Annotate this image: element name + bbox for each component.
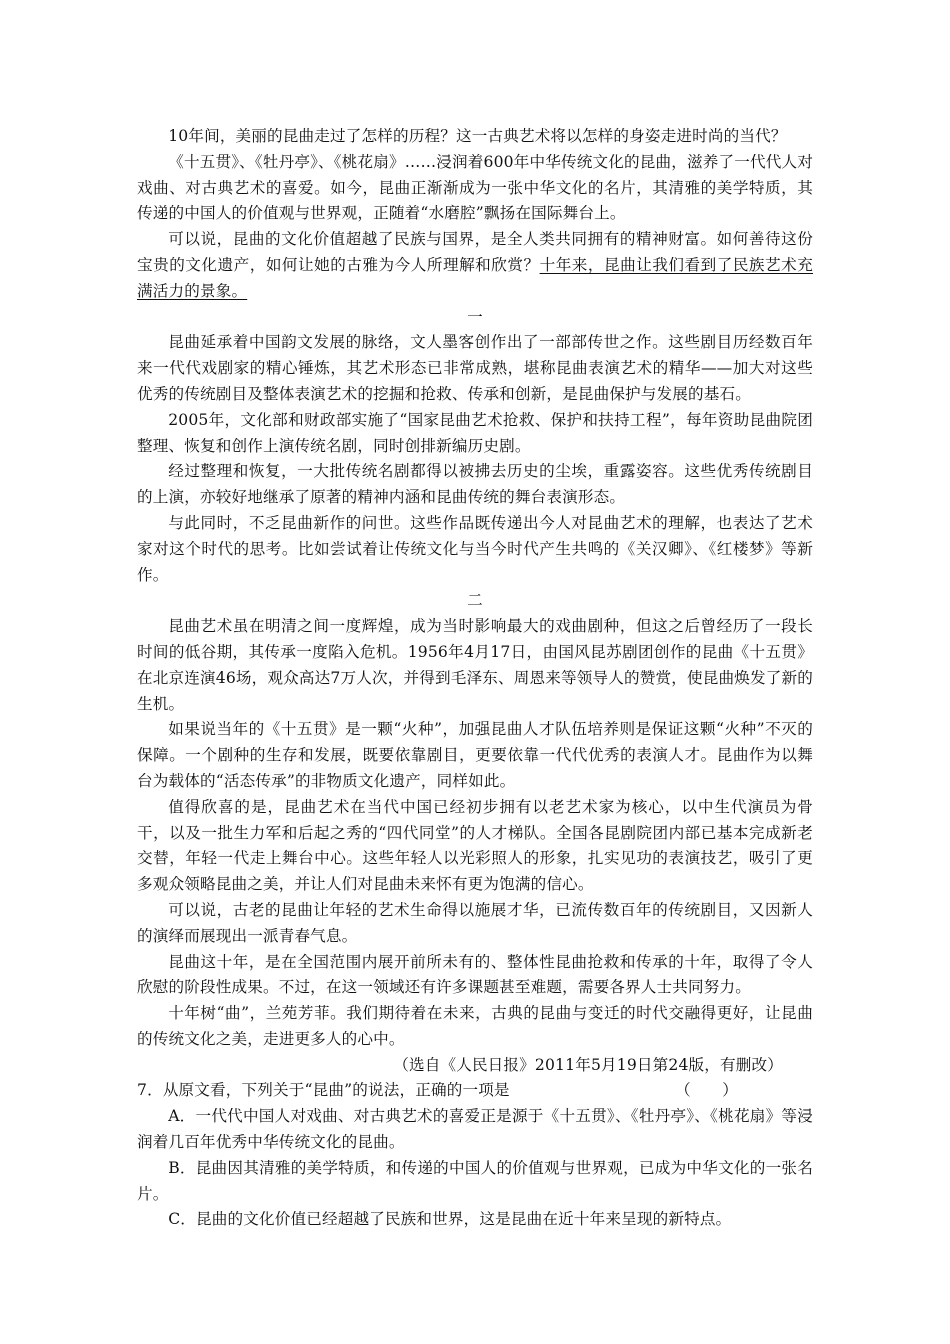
option-b: B．昆曲因其清雅的美学特质，和传递的中国人的价值观与世界观，已成为中华文化的一张名片。 <box>137 1158 813 1203</box>
article-source: （选自《人民日报》2011年5月19日第24版，有删改） <box>393 1055 783 1074</box>
section2-paragraph-5: 昆曲这十年，是在全国范围内展开前所未有的、整体性昆曲抢救和传承的十年，取得了令人欣慰的阶段性成果。不过，在这一领域还有许多课题甚至难题，需要各界人士共同努力。 <box>137 952 813 997</box>
answer-blank: （ ） <box>675 1081 738 1100</box>
section1-paragraph-3: 经过整理和恢复，一大批传统名剧都得以被拂去历史的尘埃，重露姿容。这些优秀传统剧目的上演，亦较好地继承了原著的精神内涵和昆曲传统的舞台表演形态。 <box>137 462 813 507</box>
article-body <box>137 124 813 1233</box>
section1-paragraph-1: 昆曲延承着中国韵文发展的脉络，文人墨客创作出了一部部传世之作。这些剧目历经数百年来一代代戏剧家的精心锤炼，其艺术形态已非常成熟，堪称昆曲表演艺术的精华——加大对这些优秀的传统剧目及整体表演艺术的挖掘和抢救、传承和创新，是昆曲保护与发展的基石。 <box>137 333 813 403</box>
section1-paragraph-4: 与此同时，不乏昆曲新作的问世。这些作品既传递出今人对昆曲艺术的理解，也表达了艺术家对这个时代的思考。比如尝试着让传统文化与当今时代产生共鸣的《关汉卿》、《红楼梦》等新作。 <box>137 513 813 584</box>
option-c: C．昆曲的文化价值已经超越了民族和世界，这是昆曲在近十年来呈现的新特点。 <box>168 1210 732 1229</box>
section1-paragraph-2: 2005年，文化部和财政部实施了“国家昆曲艺术抢救、保护和扶持工程”，每年资助昆曲院团整理、恢复和创作上演传统名剧，同时创排新编历史剧。 <box>137 410 813 455</box>
intro-paragraph-2: 《十五贯》、《牡丹亭》、《桃花扇》……浸润着600年中华传统文化的昆曲，滋养了一代代人对戏曲、对古典艺术的喜爱。如今，昆曲正渐渐成为一张中华文化的名片，其清雅的美学特质，其传递的中国人的价值观与世界观，正随着“水磨腔”飘扬在国际舞台上。 <box>137 152 813 223</box>
section-heading-1: 一 <box>467 307 483 326</box>
question-stem: 7．从原文看，下列关于“昆曲”的说法，正确的一项是 <box>137 1081 510 1100</box>
section-heading-2: 二 <box>467 591 483 610</box>
section2-paragraph-2: 如果说当年的《十五贯》是一颗“火种”，加强昆曲人才队伍培养则是保证这颗“火种”不灭的保障。一个剧种的生存和发展，既要依靠剧目，更要依靠一代代优秀的表演人才。昆曲作为以舞台为载体的“活态传承”的非物质文化遗产，同样如此。 <box>137 720 813 790</box>
intro-paragraph-3-text: 可以说，昆曲的文化价值超越了民族与国界，是全人类共同拥有的精神财富。如何善待这份宝贵的文化遗产，如何让她的古雅为今人所理解和欣赏？ <box>137 230 813 274</box>
intro-paragraph-3 <box>137 227 813 304</box>
question-7 <box>137 1078 813 1104</box>
intro-paragraph-1: 10年间，美丽的昆曲走过了怎样的历程？这一古典艺术将以怎样的身姿走进时尚的当代？ <box>168 127 787 145</box>
section2-paragraph-4: 可以说，古老的昆曲让年轻的艺术生命得以施展才华，已流传数百年的传统剧目，又因新人的演绎而展现出一派青春气息。 <box>137 900 813 945</box>
section2-paragraph-3: 值得欣喜的是，昆曲艺术在当代中国已经初步拥有以老艺术家为核心，以中生代演员为骨干，以及一批生力军和后起之秀的“四代同堂”的人才梯队。全国各昆剧院团内部已基本完成新老交替，年轻一代走上舞台中心。这些年轻人以光彩照人的形象，扎实见功的表演技艺，吸引了更多观众领略昆曲之美，并让人们对昆曲未来怀有更为饱满的信心。 <box>137 797 813 894</box>
underlined-sentence: 十年来，昆曲让我们看到了民族艺术充满活力的景象。 <box>137 255 813 300</box>
section2-paragraph-1: 昆曲艺术虽在明清之间一度辉煌，成为当时影响最大的戏曲剧种，但这之后曾经历了一段长时间的低谷期，其传承一度陷入危机。1956年4月17日，由国风昆苏剧团创作的昆曲《十五贯》在北京连演46场，观众高达7万人次，并得到毛泽东、周恩来等领导人的赞赏，使昆曲焕发了新的生机。 <box>137 617 813 713</box>
section2-paragraph-6: 十年树“曲”，兰苑芳菲。我们期待着在未来，古典的昆曲与变迁的时代交融得更好，让昆曲的传统文化之美，走进更多人的心中。 <box>137 1004 813 1048</box>
option-a: A．一代代中国人对戏曲、对古典艺术的喜爱正是源于《十五贯》、《牡丹亭》、《桃花扇》等浸润着几百年优秀中华传统文化的昆曲。 <box>137 1107 813 1152</box>
